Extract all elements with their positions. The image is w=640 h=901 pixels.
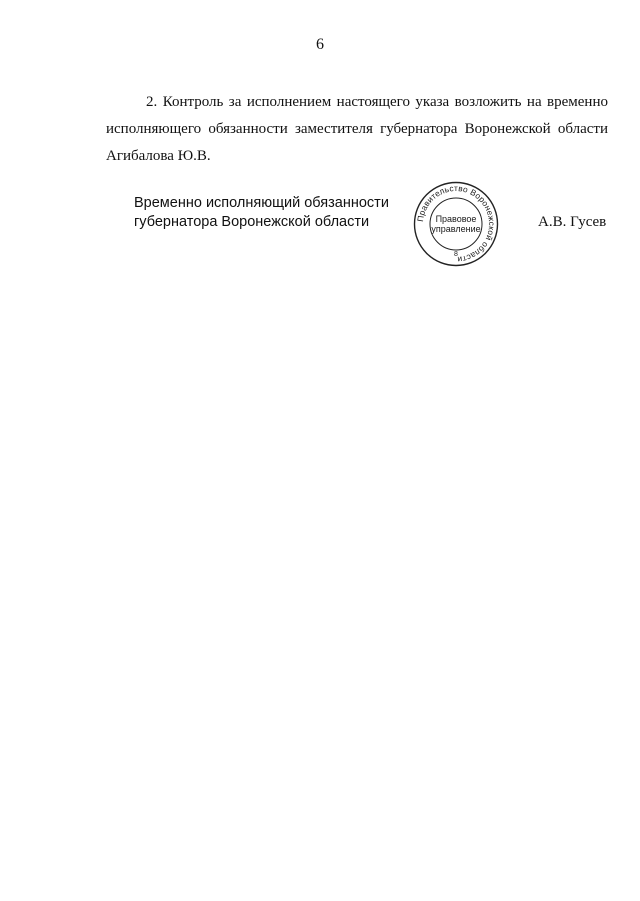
signature-title — [134, 194, 394, 232]
signature-title-line-2: губернатора Воронежской области — [134, 214, 370, 230]
paragraph-control-clause: 2. Контроль за исполнением настоящего указа возложить на временно исполняющего обязанности заместителя губернатора Воронежской области Агибалова Ю.В. — [106, 94, 608, 164]
signatory-name: А.В. Гусев — [538, 214, 607, 230]
signature-title-line-1: Временно исполняющий обязанности — [134, 195, 389, 211]
official-seal-stamp — [413, 181, 499, 267]
seal-inner-text — [413, 214, 499, 234]
seal-ring-text: Правительство Воронежской области — [415, 182, 498, 266]
seal-inner-line-2: управление — [431, 224, 481, 234]
seal-inner-line-1: Правовое — [435, 214, 477, 224]
seal-number: 8 — [454, 251, 458, 258]
page-number: 6 — [316, 36, 324, 53]
